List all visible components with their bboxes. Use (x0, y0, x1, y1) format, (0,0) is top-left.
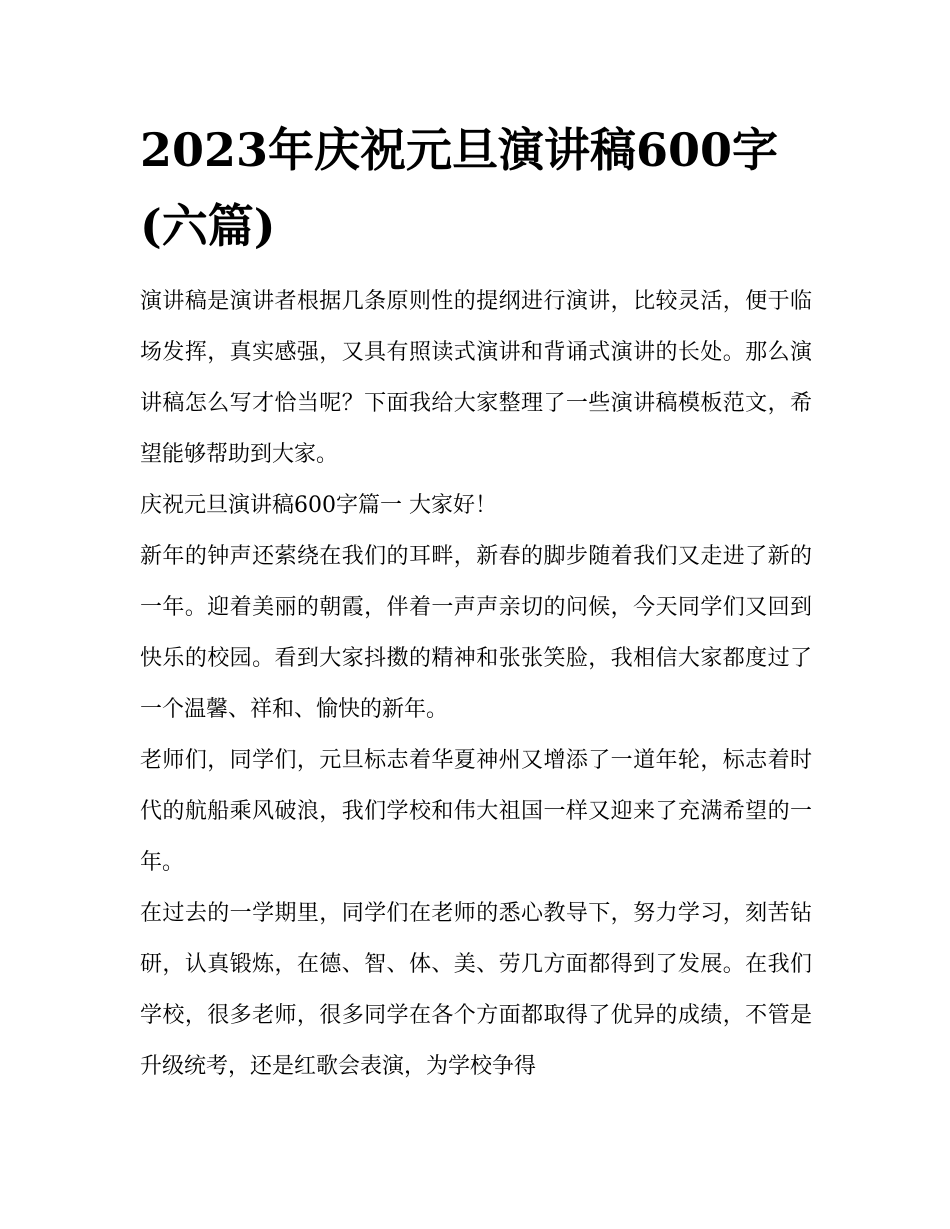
paragraph-intro: 演讲稿是演讲者根据几条原则性的提纲进行演讲，比较灵活，便于临场发挥，真实感强，又具有照读式演讲和背诵式演讲的长处。那么演讲稿怎么写才恰当呢？下面我给大家整理了一些演讲稿模板范文，希望能够帮助到大家。 (140, 289, 812, 467)
paragraph-new-year: 新年的钟声还萦绕在我们的耳畔，新春的脚步随着我们又走进了新的一年。迎着美丽的朝霞，伴着一声声亲切的问候，今天同学们又回到快乐的校园。看到大家抖擞的精神和张张笑脸，我相信大家都度过了一个温馨、祥和、愉快的新年。 (140, 544, 812, 722)
paragraph-section-heading: 庆祝元旦演讲稿600字篇一 大家好！ (140, 493, 497, 518)
document-title: 2023年庆祝元旦演讲稿600字(六篇) (140, 123, 779, 253)
document-body (140, 276, 812, 1092)
paragraph-past-semester: 在过去的一学期里，同学们在老师的悉心教导下，努力学习，刻苦钻研，认真锻炼，在德、智、体、美、劳几方面都得到了发展。在我们学校，很多老师，很多同学在各个方面都取得了优异的成绩，不管是升级统考，还是红歌会表演，为学校争得 (140, 901, 812, 1079)
paragraph-teachers-students: 老师们，同学们，元旦标志着华夏神州又增添了一道年轮，标志着时代的航船乘风破浪，我们学校和伟大祖国一样又迎来了充满希望的一年。 (140, 748, 812, 875)
